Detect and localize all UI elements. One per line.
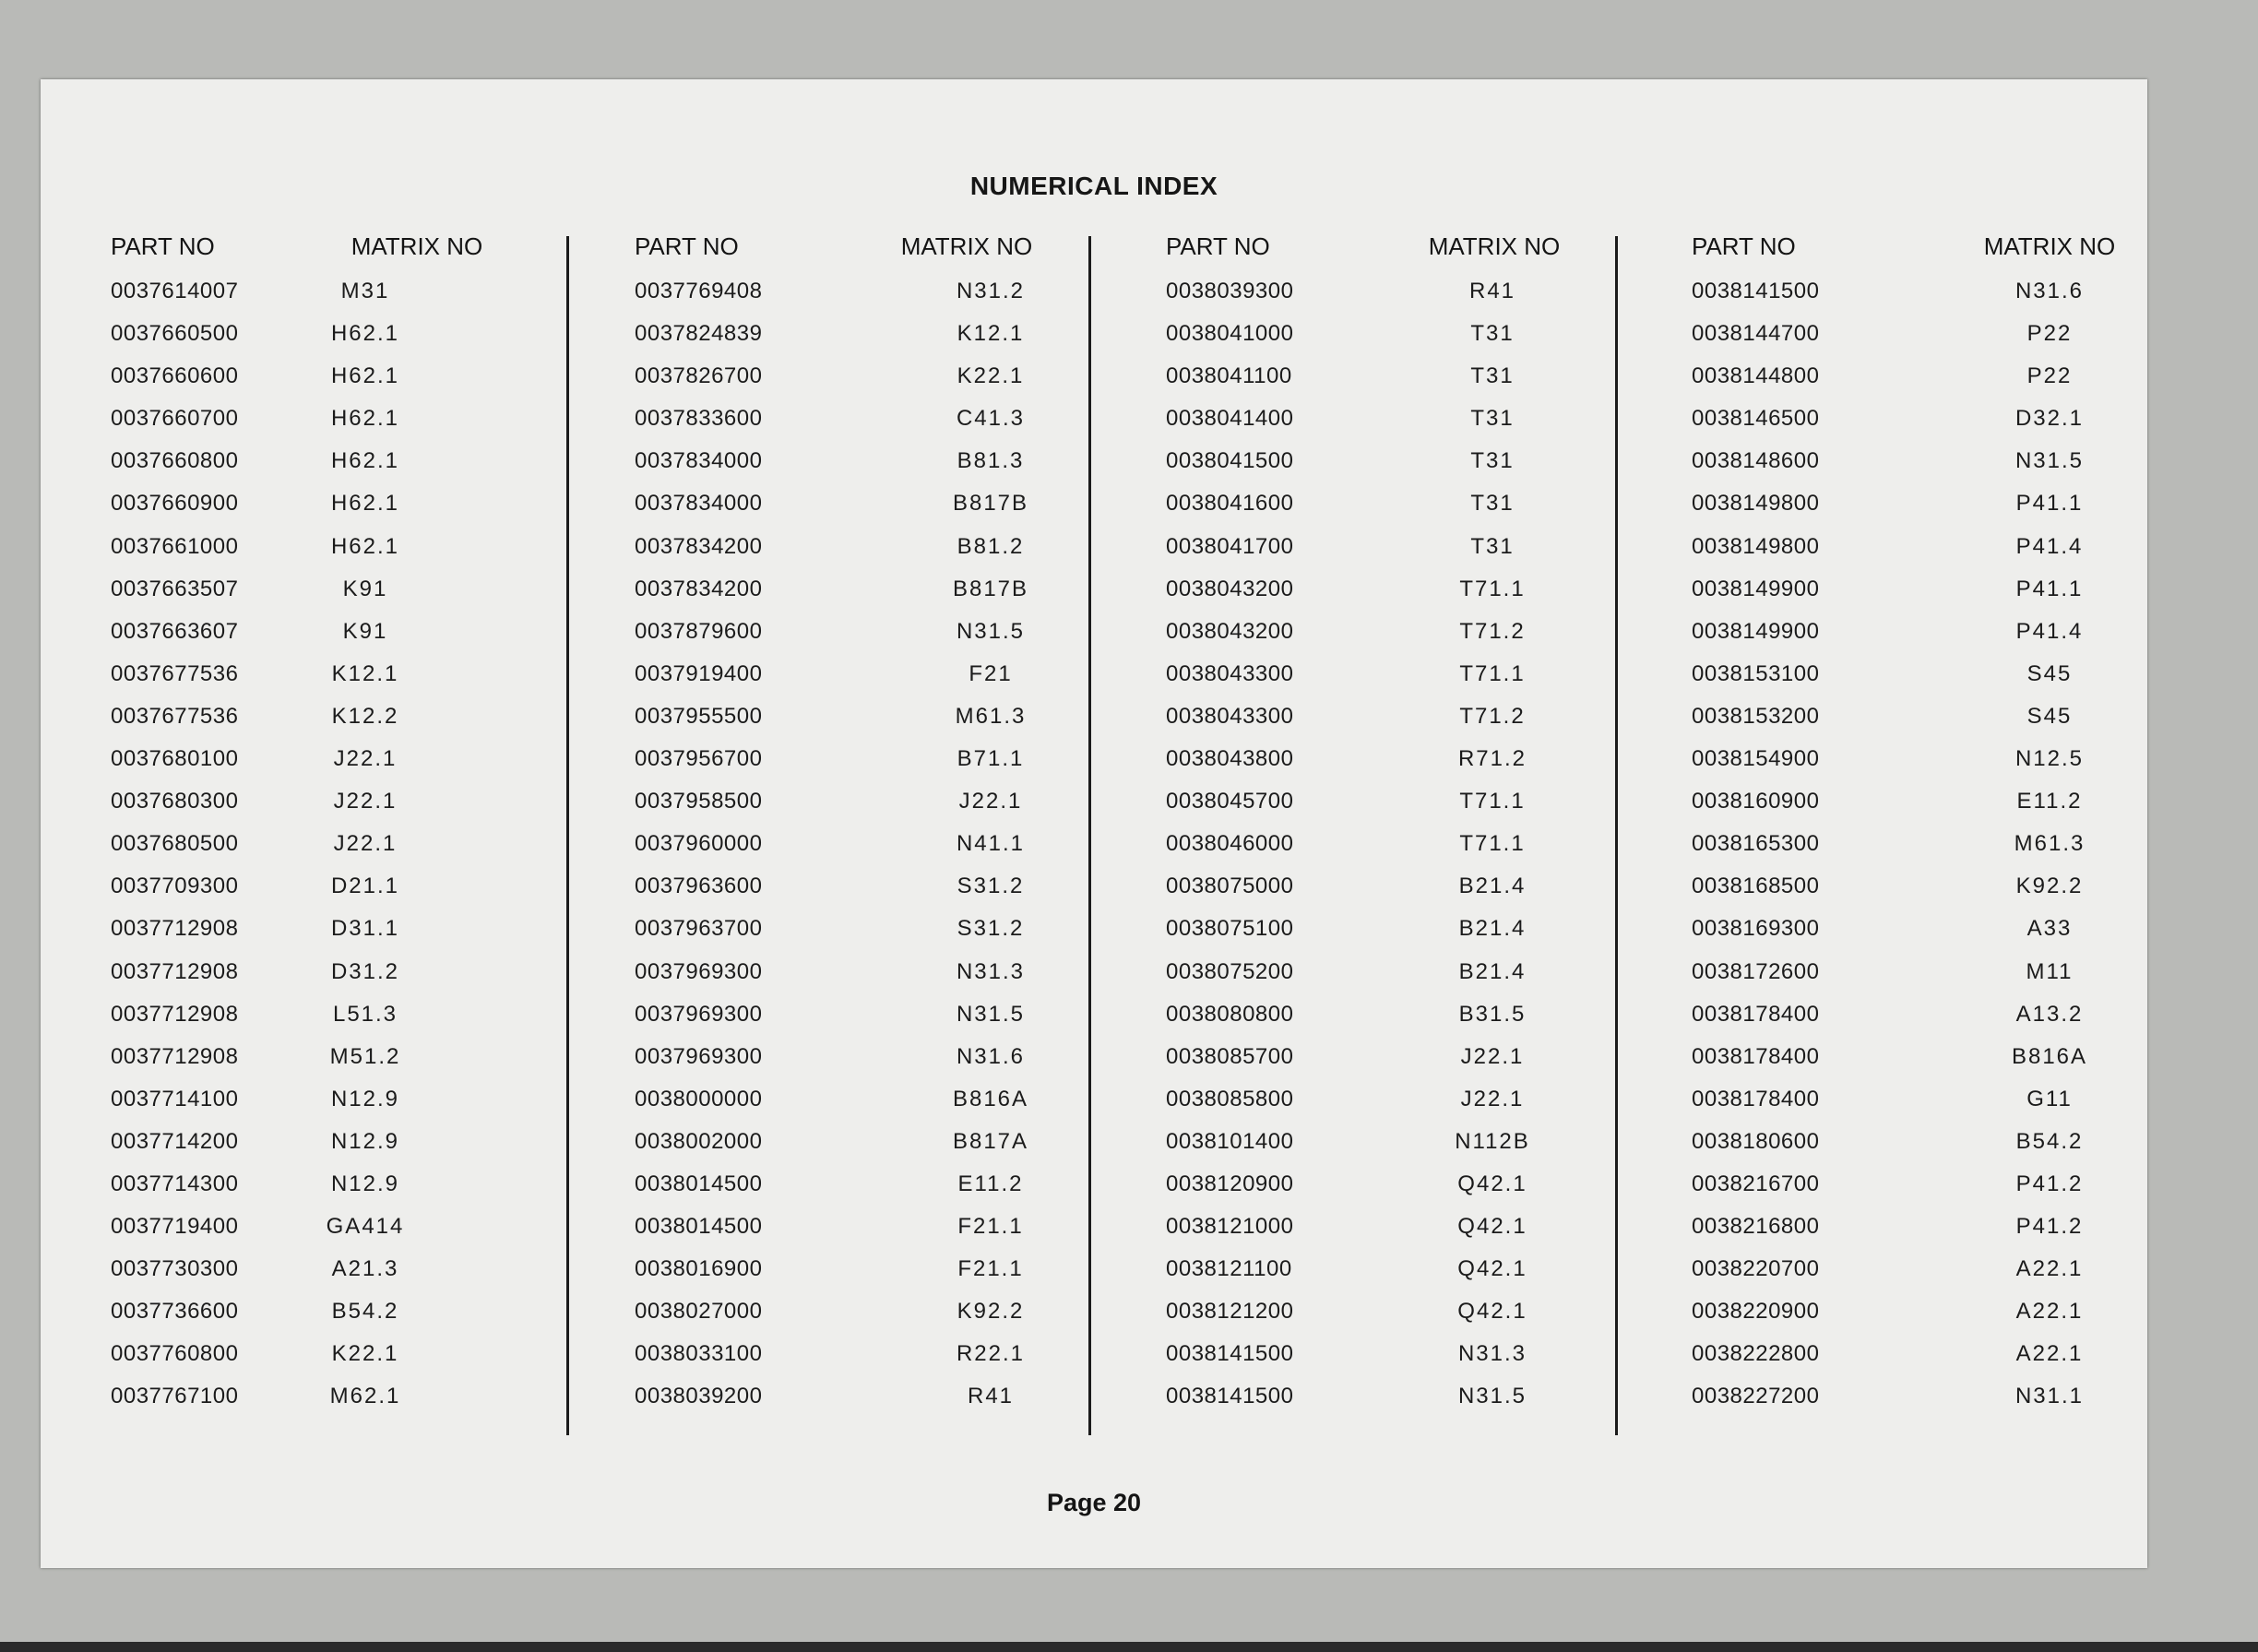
part-number-cell: 0038141500 bbox=[1166, 1384, 1294, 1409]
matrix-number-cell: P41.2 bbox=[2015, 1214, 2084, 1240]
part-number-cell: 0038168500 bbox=[1692, 874, 1820, 899]
part-number-cell: 0037960000 bbox=[635, 831, 763, 857]
matrix-number-cell: R22.1 bbox=[956, 1341, 1026, 1367]
matrix-number-cell: N31.1 bbox=[2014, 1384, 2085, 1409]
part-number-cell: 0037834000 bbox=[635, 491, 763, 517]
matrix-number-cell: Q42.1 bbox=[1457, 1299, 1527, 1325]
part-number-cell: 0037963600 bbox=[635, 874, 763, 899]
part-no-header: PART NO bbox=[1166, 232, 1270, 260]
matrix-number-cell: N31.6 bbox=[2014, 279, 2085, 303]
page-number: Page 20 bbox=[1046, 1489, 1142, 1516]
matrix-number-cell: H62.1 bbox=[330, 363, 400, 389]
matrix-number-cell: T31 bbox=[1470, 533, 1515, 559]
matrix-number-cell: N12.5 bbox=[2014, 746, 2085, 772]
matrix-number-cell: B54.2 bbox=[331, 1299, 399, 1325]
column-divider bbox=[566, 236, 569, 1435]
matrix-number-cell: F21.1 bbox=[957, 1214, 1024, 1240]
matrix-number-cell: N31.6 bbox=[956, 1043, 1026, 1069]
part-number-cell: 0038043800 bbox=[1166, 746, 1294, 772]
column-divider bbox=[1615, 236, 1618, 1435]
matrix-number-cell: E11.2 bbox=[2016, 789, 2083, 814]
matrix-number-cell: N12.9 bbox=[330, 1086, 400, 1111]
part-number-cell: 0038149900 bbox=[1692, 576, 1820, 601]
part-number-cell: 0037680300 bbox=[111, 789, 239, 814]
matrix-number-cell: T71.1 bbox=[1459, 789, 1526, 814]
matrix-number-cell: M11 bbox=[2026, 958, 2074, 984]
matrix-number-cell: B81.2 bbox=[957, 533, 1025, 559]
matrix-number-cell: T71.2 bbox=[1459, 618, 1526, 644]
part-number-cell: 0038043300 bbox=[1166, 703, 1294, 729]
matrix-number-cell: N31.5 bbox=[2014, 448, 2085, 474]
matrix-number-cell: B817B bbox=[952, 576, 1029, 601]
part-number-cell: 0038014500 bbox=[635, 1171, 763, 1196]
part-number-cell: 0038160900 bbox=[1692, 789, 1820, 814]
part-number-cell: 0037826700 bbox=[635, 363, 763, 389]
part-number-cell: 0037824839 bbox=[635, 321, 763, 347]
matrix-number-cell: P22 bbox=[2026, 321, 2073, 347]
part-number-cell: 0037834200 bbox=[635, 533, 763, 559]
matrix-number-cell: M61.3 bbox=[955, 703, 1027, 729]
matrix-no-header: MATRIX NO bbox=[1983, 232, 2116, 260]
part-number-cell: 0038153200 bbox=[1692, 703, 1820, 729]
part-no-header: PART NO bbox=[1692, 232, 1796, 260]
part-number-cell: 0038165300 bbox=[1692, 831, 1820, 857]
matrix-number-cell: T31 bbox=[1470, 363, 1515, 389]
matrix-number-cell: R71.2 bbox=[1457, 746, 1527, 772]
part-number-cell: 0038178400 bbox=[1692, 1086, 1820, 1111]
part-number-cell: 0037714300 bbox=[111, 1171, 239, 1196]
part-number-cell: 0038149800 bbox=[1692, 533, 1820, 559]
part-number-cell: 0037712908 bbox=[111, 916, 239, 942]
part-no-header: PART NO bbox=[111, 232, 215, 260]
matrix-number-cell: T31 bbox=[1470, 491, 1515, 517]
matrix-number-cell: K91 bbox=[342, 618, 388, 644]
matrix-number-cell: GA414 bbox=[326, 1214, 405, 1240]
matrix-number-cell: N31.5 bbox=[956, 618, 1026, 644]
part-number-cell: 0037736600 bbox=[111, 1299, 239, 1325]
part-number-cell: 0038039200 bbox=[635, 1384, 763, 1409]
part-number-cell: 0037614007 bbox=[111, 279, 239, 303]
matrix-number-cell: M51.2 bbox=[329, 1043, 401, 1069]
matrix-number-cell: D32.1 bbox=[2014, 406, 2085, 432]
part-number-cell: 0038148600 bbox=[1692, 448, 1820, 474]
part-number-cell: 0038154900 bbox=[1692, 746, 1820, 772]
part-number-cell: 0038216800 bbox=[1692, 1214, 1820, 1240]
matrix-number-cell: S45 bbox=[2026, 660, 2073, 686]
matrix-no-header: MATRIX NO bbox=[1428, 232, 1561, 260]
part-number-cell: 0037834200 bbox=[635, 576, 763, 601]
part-number-cell: 0038002000 bbox=[635, 1128, 763, 1154]
part-number-cell: 0038121100 bbox=[1166, 1256, 1292, 1282]
matrix-number-cell: T71.2 bbox=[1459, 703, 1526, 729]
part-number-cell: 0037677536 bbox=[111, 703, 239, 729]
matrix-number-cell: N31.5 bbox=[1457, 1384, 1527, 1409]
matrix-number-cell: J22.1 bbox=[333, 746, 398, 772]
matrix-number-cell: A22.1 bbox=[2015, 1299, 2084, 1325]
part-number-cell: 0037714100 bbox=[111, 1086, 239, 1111]
part-number-cell: 0037663607 bbox=[111, 618, 239, 644]
matrix-number-cell: P41.4 bbox=[2015, 533, 2084, 559]
matrix-number-cell: J22.1 bbox=[333, 789, 398, 814]
part-number-cell: 0037730300 bbox=[111, 1256, 239, 1282]
matrix-number-cell: A22.1 bbox=[2015, 1341, 2084, 1367]
matrix-number-cell: M61.3 bbox=[2014, 831, 2086, 857]
matrix-number-cell: T31 bbox=[1470, 321, 1515, 347]
index-page-sheet bbox=[41, 79, 2147, 1568]
matrix-number-cell: B71.1 bbox=[957, 746, 1025, 772]
matrix-number-cell: M31 bbox=[340, 279, 390, 303]
matrix-number-cell: M62.1 bbox=[329, 1384, 401, 1409]
matrix-number-cell: H62.1 bbox=[330, 321, 400, 347]
matrix-number-cell: H62.1 bbox=[330, 491, 400, 517]
part-number-cell: 0037969300 bbox=[635, 1043, 763, 1069]
part-number-cell: 0038041000 bbox=[1166, 321, 1294, 347]
part-number-cell: 0038041500 bbox=[1166, 448, 1294, 474]
matrix-number-cell: H62.1 bbox=[330, 448, 400, 474]
part-number-cell: 0038144800 bbox=[1692, 363, 1820, 389]
part-number-cell: 0037719400 bbox=[111, 1214, 239, 1240]
part-number-cell: 0037660600 bbox=[111, 363, 239, 389]
part-number-cell: 0038101400 bbox=[1166, 1128, 1294, 1154]
part-number-cell: 0037769408 bbox=[635, 279, 763, 303]
part-number-cell: 0037663507 bbox=[111, 576, 239, 601]
matrix-number-cell: S31.2 bbox=[957, 874, 1025, 899]
part-number-cell: 0038043200 bbox=[1166, 576, 1294, 601]
part-number-cell: 0038043300 bbox=[1166, 660, 1294, 686]
part-number-cell: 0038041700 bbox=[1166, 533, 1294, 559]
matrix-number-cell: R41 bbox=[967, 1384, 1015, 1409]
matrix-number-cell: B817A bbox=[952, 1128, 1029, 1154]
matrix-number-cell: J22.1 bbox=[1460, 1086, 1525, 1111]
part-number-cell: 0038121000 bbox=[1166, 1214, 1294, 1240]
part-number-cell: 0038041400 bbox=[1166, 406, 1294, 432]
matrix-number-cell: K12.2 bbox=[331, 703, 399, 729]
matrix-number-cell: N31.3 bbox=[956, 958, 1026, 984]
matrix-number-cell: J22.1 bbox=[958, 789, 1023, 814]
part-number-cell: 0037955500 bbox=[635, 703, 763, 729]
matrix-number-cell: B81.3 bbox=[957, 448, 1025, 474]
part-number-cell: 0037660900 bbox=[111, 491, 239, 517]
part-number-cell: 0038016900 bbox=[635, 1256, 763, 1282]
part-number-cell: 0037956700 bbox=[635, 746, 763, 772]
part-number-cell: 0038227200 bbox=[1692, 1384, 1820, 1409]
part-number-cell: 0038149900 bbox=[1692, 618, 1820, 644]
part-number-cell: 0038014500 bbox=[635, 1214, 763, 1240]
part-number-cell: 0038220900 bbox=[1692, 1299, 1820, 1325]
matrix-number-cell: S45 bbox=[2026, 703, 2073, 729]
matrix-number-cell: B21.4 bbox=[1458, 916, 1527, 942]
part-number-cell: 0037767100 bbox=[111, 1384, 239, 1409]
part-number-cell: 0037712908 bbox=[111, 1001, 239, 1027]
part-number-cell: 0037712908 bbox=[111, 958, 239, 984]
part-number-cell: 0038222800 bbox=[1692, 1341, 1820, 1367]
matrix-number-cell: B21.4 bbox=[1458, 874, 1527, 899]
matrix-number-cell: T31 bbox=[1470, 406, 1515, 432]
matrix-number-cell: T31 bbox=[1470, 448, 1515, 474]
matrix-number-cell: K12.1 bbox=[957, 321, 1025, 347]
matrix-number-cell: A21.3 bbox=[331, 1256, 399, 1282]
matrix-number-cell: K12.1 bbox=[331, 660, 399, 686]
part-number-cell: 0038220700 bbox=[1692, 1256, 1820, 1282]
part-number-cell: 0038141500 bbox=[1692, 279, 1820, 303]
matrix-number-cell: N12.9 bbox=[330, 1171, 400, 1196]
part-number-cell: 0037661000 bbox=[111, 533, 239, 559]
part-number-cell: 0037680500 bbox=[111, 831, 239, 857]
matrix-number-cell: T71.1 bbox=[1459, 831, 1526, 857]
part-number-cell: 0038027000 bbox=[635, 1299, 763, 1325]
matrix-number-cell: D21.1 bbox=[330, 874, 400, 899]
part-number-cell: 0037660700 bbox=[111, 406, 239, 432]
matrix-number-cell: A13.2 bbox=[2015, 1001, 2084, 1027]
matrix-number-cell: J22.1 bbox=[333, 831, 398, 857]
part-number-cell: 0038000000 bbox=[635, 1086, 763, 1111]
page-title: NUMERICAL INDEX bbox=[969, 172, 1218, 200]
part-number-cell: 0038085800 bbox=[1166, 1086, 1294, 1111]
part-number-cell: 0038180600 bbox=[1692, 1128, 1820, 1154]
part-number-cell: 0038120900 bbox=[1166, 1171, 1294, 1196]
matrix-number-cell: F21 bbox=[969, 660, 1013, 686]
part-number-cell: 0037760800 bbox=[111, 1341, 239, 1367]
part-number-cell: 0037969300 bbox=[635, 1001, 763, 1027]
matrix-number-cell: P41.2 bbox=[2015, 1171, 2084, 1196]
matrix-number-cell: K91 bbox=[342, 576, 388, 601]
matrix-number-cell: L51.3 bbox=[332, 1001, 398, 1027]
matrix-number-cell: Q42.1 bbox=[1457, 1171, 1527, 1196]
part-number-cell: 0037834000 bbox=[635, 448, 763, 474]
part-number-cell: 0037958500 bbox=[635, 789, 763, 814]
part-number-cell: 0038075100 bbox=[1166, 916, 1294, 942]
matrix-no-header: MATRIX NO bbox=[351, 232, 483, 260]
matrix-number-cell: B21.4 bbox=[1458, 958, 1527, 984]
matrix-number-cell: A22.1 bbox=[2015, 1256, 2084, 1282]
matrix-number-cell: B816A bbox=[2011, 1043, 2088, 1069]
part-number-cell: 0037919400 bbox=[635, 660, 763, 686]
scanner-edge bbox=[0, 1642, 2258, 1652]
part-number-cell: 0038121200 bbox=[1166, 1299, 1294, 1325]
matrix-number-cell: N31.3 bbox=[1457, 1341, 1527, 1367]
matrix-number-cell: D31.2 bbox=[330, 958, 400, 984]
part-number-cell: 0038172600 bbox=[1692, 958, 1820, 984]
matrix-number-cell: Q42.1 bbox=[1457, 1256, 1527, 1282]
matrix-number-cell: P41.4 bbox=[2015, 618, 2084, 644]
part-number-cell: 0038144700 bbox=[1692, 321, 1820, 347]
matrix-number-cell: B54.2 bbox=[2015, 1128, 2084, 1154]
matrix-number-cell: H62.1 bbox=[330, 406, 400, 432]
part-number-cell: 0037963700 bbox=[635, 916, 763, 942]
part-number-cell: 0037677536 bbox=[111, 660, 239, 686]
matrix-number-cell: N31.5 bbox=[956, 1001, 1026, 1027]
part-number-cell: 0037714200 bbox=[111, 1128, 239, 1154]
matrix-number-cell: P41.1 bbox=[2015, 491, 2084, 517]
matrix-no-header: MATRIX NO bbox=[900, 232, 1033, 260]
matrix-number-cell: J22.1 bbox=[1460, 1043, 1525, 1069]
part-number-cell: 0037660800 bbox=[111, 448, 239, 474]
matrix-number-cell: B817B bbox=[952, 491, 1029, 517]
part-number-cell: 0038141500 bbox=[1166, 1341, 1294, 1367]
matrix-number-cell: T71.1 bbox=[1459, 576, 1526, 601]
matrix-number-cell: B31.5 bbox=[1458, 1001, 1527, 1027]
matrix-number-cell: R41 bbox=[1468, 279, 1516, 303]
matrix-number-cell: P22 bbox=[2026, 363, 2073, 389]
part-number-cell: 0038178400 bbox=[1692, 1001, 1820, 1027]
matrix-number-cell: S31.2 bbox=[957, 916, 1025, 942]
matrix-number-cell: A33 bbox=[2026, 916, 2073, 942]
part-number-cell: 0038041600 bbox=[1166, 491, 1294, 517]
matrix-number-cell: K22.1 bbox=[957, 363, 1025, 389]
matrix-number-cell: E11.2 bbox=[957, 1171, 1024, 1196]
part-number-cell: 0038216700 bbox=[1692, 1171, 1820, 1196]
part-number-cell: 0037680100 bbox=[111, 746, 239, 772]
matrix-number-cell: N41.1 bbox=[956, 831, 1026, 857]
matrix-number-cell: D31.1 bbox=[330, 916, 400, 942]
part-number-cell: 0037660500 bbox=[111, 321, 239, 347]
part-number-cell: 0038033100 bbox=[635, 1341, 763, 1367]
part-number-cell: 0038075200 bbox=[1166, 958, 1294, 984]
matrix-number-cell: K92.2 bbox=[957, 1299, 1025, 1325]
part-number-cell: 0038153100 bbox=[1692, 660, 1820, 686]
part-number-cell: 0037712908 bbox=[111, 1043, 239, 1069]
part-number-cell: 0037833600 bbox=[635, 406, 763, 432]
matrix-number-cell: N112B bbox=[1455, 1128, 1530, 1154]
part-number-cell: 0038045700 bbox=[1166, 789, 1294, 814]
part-number-cell: 0038169300 bbox=[1692, 916, 1820, 942]
part-number-cell: 0037969300 bbox=[635, 958, 763, 984]
matrix-number-cell: K22.1 bbox=[331, 1341, 399, 1367]
part-number-cell: 0038046000 bbox=[1166, 831, 1294, 857]
matrix-number-cell: P41.1 bbox=[2015, 576, 2084, 601]
part-number-cell: 0038039300 bbox=[1166, 279, 1294, 303]
matrix-number-cell: F21.1 bbox=[957, 1256, 1024, 1282]
matrix-number-cell: C41.3 bbox=[956, 406, 1026, 432]
part-number-cell: 0038178400 bbox=[1692, 1043, 1820, 1069]
part-number-cell: 0038085700 bbox=[1166, 1043, 1294, 1069]
part-number-cell: 0038080800 bbox=[1166, 1001, 1294, 1027]
part-number-cell: 0037879600 bbox=[635, 618, 763, 644]
matrix-number-cell: K92.2 bbox=[2015, 874, 2084, 899]
matrix-number-cell: N12.9 bbox=[330, 1128, 400, 1154]
part-number-cell: 0038075000 bbox=[1166, 874, 1294, 899]
matrix-number-cell: N31.2 bbox=[956, 279, 1026, 303]
part-number-cell: 0038043200 bbox=[1166, 618, 1294, 644]
matrix-number-cell: G11 bbox=[2026, 1086, 2073, 1111]
part-number-cell: 0037709300 bbox=[111, 874, 239, 899]
matrix-number-cell: Q42.1 bbox=[1457, 1214, 1527, 1240]
matrix-number-cell: T71.1 bbox=[1459, 660, 1526, 686]
part-no-header: PART NO bbox=[635, 232, 739, 260]
part-number-cell: 0038149800 bbox=[1692, 491, 1820, 517]
part-number-cell: 0038146500 bbox=[1692, 406, 1820, 432]
column-divider bbox=[1088, 236, 1091, 1435]
part-number-cell: 0038041100 bbox=[1166, 363, 1292, 389]
matrix-number-cell: B816A bbox=[952, 1086, 1029, 1111]
matrix-number-cell: H62.1 bbox=[330, 533, 400, 559]
